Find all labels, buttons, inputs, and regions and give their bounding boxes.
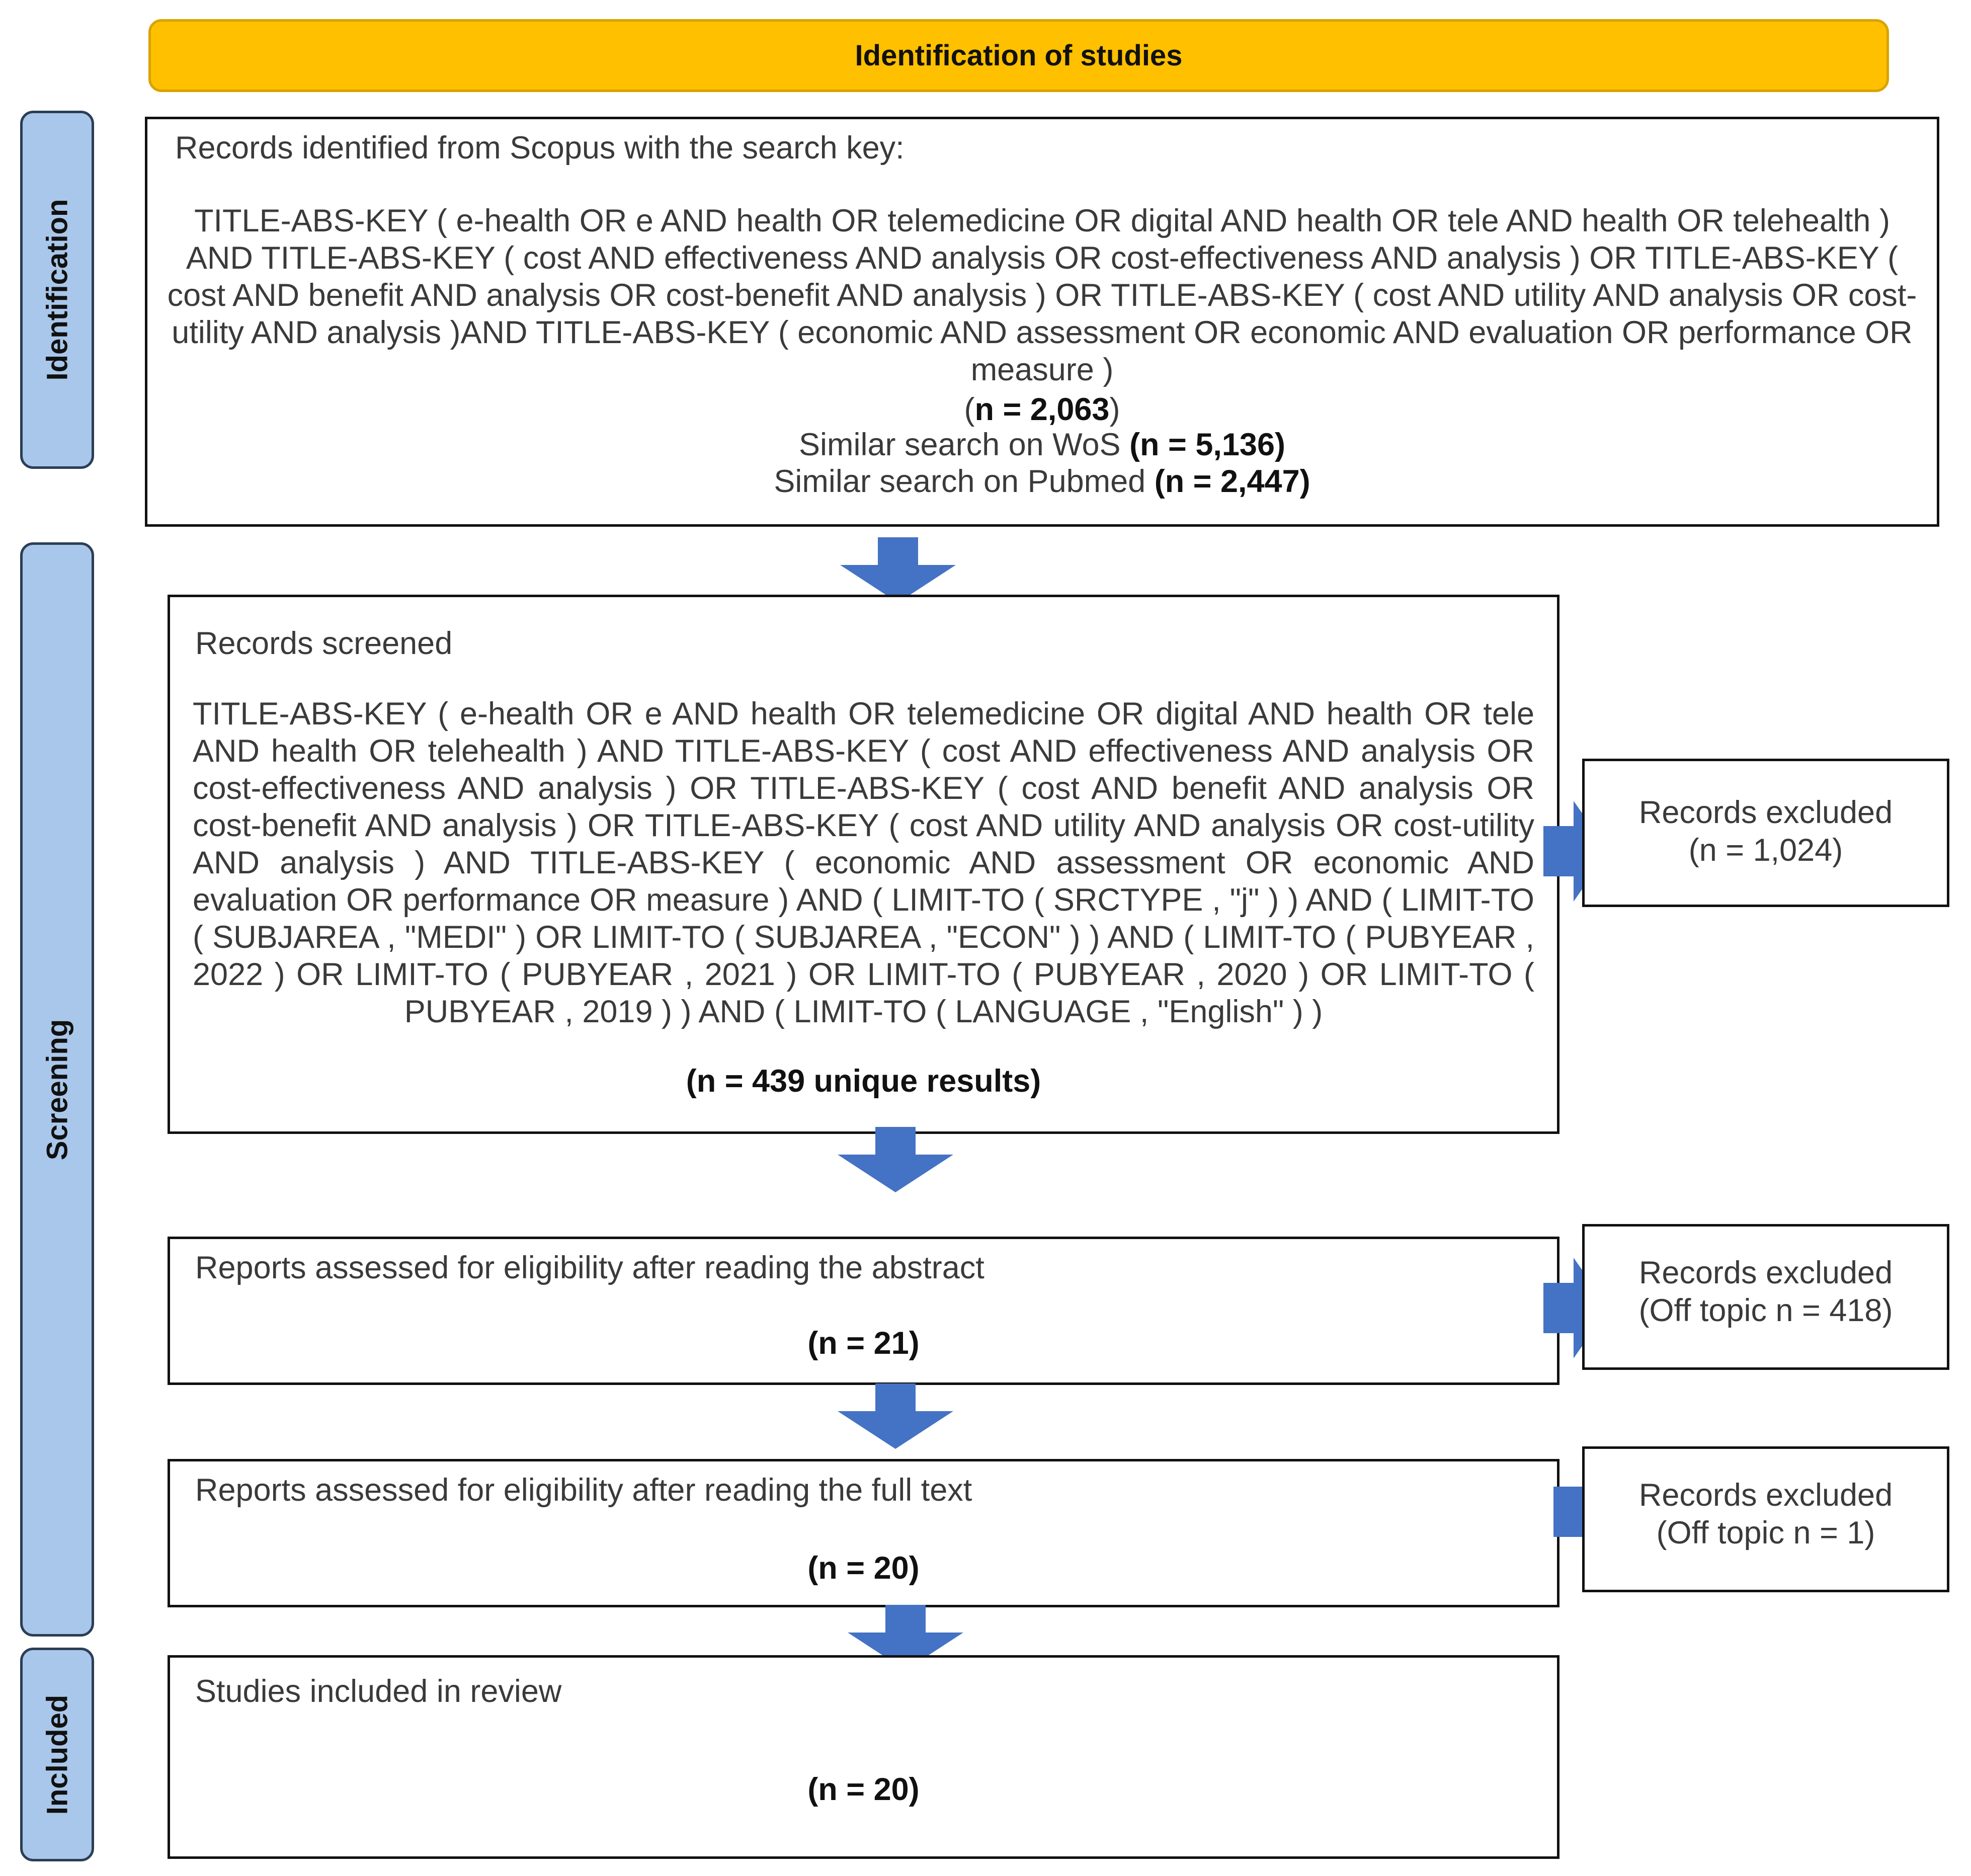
studies-included-box xyxy=(168,1655,1559,1859)
pubmed-count: (n = 2,447) xyxy=(1154,464,1310,499)
screened-count: (n = 439 unique results) xyxy=(686,1064,1041,1099)
excluded-1-count: (n = 1,024) xyxy=(1688,833,1843,868)
identification-query: TITLE-ABS-KEY ( e-health OR e AND health OR telemedicine OR digital AND health OR tele AND health OR telehealth ) AND TITLE-ABS-KEY ( cost AND effectiveness AND analysis OR cost-effectiveness AND analysis ) OR TITLE-ABS-KEY ( cost AND benefit AND analysis OR cost-benefit AND analysis ) OR TITLE-ABS-KEY ( cost AND utility AND analysis OR cost-utility AND analysis )AND TITLE-ABS-KEY ( economic AND assessment OR economic AND evaluation OR performance OR measure ) xyxy=(167,203,1917,387)
identification-heading: Records identified from Scopus with the search key: xyxy=(175,130,905,166)
down-arrow-3 xyxy=(838,1383,953,1449)
screened-heading: Records screened xyxy=(195,626,453,661)
sidebar-included xyxy=(20,1648,94,1861)
excluded-3-label: Records excluded xyxy=(1638,1478,1893,1513)
wos-label: Similar search on WoS xyxy=(799,427,1130,462)
down-arrow-1-shape xyxy=(840,537,956,603)
fulltext-count: (n = 20) xyxy=(807,1551,920,1586)
included-count: (n = 20) xyxy=(807,1772,920,1807)
fulltext-heading: Reports assessed for eligibility after reading the full text xyxy=(195,1473,972,1508)
records-excluded-box-3 xyxy=(1582,1446,1949,1592)
pubmed-line xyxy=(147,463,1937,500)
identification-header xyxy=(148,19,1889,92)
records-screened-box xyxy=(168,595,1559,1134)
scopus-count-line xyxy=(147,391,1937,428)
scopus-count: n = 2,063 xyxy=(974,392,1110,427)
screened-query: TITLE-ABS-KEY ( e-health OR e AND health OR telemedicine OR digital AND health OR tele AND health OR telehealth ) AND TITLE-ABS-KEY ( cost AND effectiveness AND analysis OR cost-effectiveness AND analysis ) OR TITLE-ABS-KEY ( cost AND benefit AND analysis OR cost-benefit AND analysis ) OR TITLE-ABS-KEY ( cost AND utility AND analysis OR cost-utility AND analysis ) AND TITLE-ABS-KEY ( economic AND assessment OR economic AND evaluation OR performance OR measure ) AND ( LIMIT-TO ( SRCTYPE , "j" ) ) AND ( LIMIT-TO ( SUBJAREA , "MEDI" ) OR LIMIT-TO ( SUBJAREA , "ECON" ) ) AND ( LIMIT-TO ( PUBYEAR , 2022 ) OR LIMIT-TO ( PUBYEAR , 2021 ) OR LIMIT-TO ( PUBYEAR , 2020 ) OR LIMIT-TO ( PUBYEAR , 2019 ) ) AND ( LIMIT-TO ( LANGUAGE , "English" ) ) xyxy=(193,696,1534,1029)
wos-line xyxy=(147,426,1937,463)
sidebar-identification xyxy=(20,111,94,469)
abstract-eligibility-box xyxy=(168,1237,1559,1385)
fulltext-eligibility-box xyxy=(168,1459,1559,1607)
pubmed-label: Similar search on Pubmed xyxy=(774,464,1155,499)
down-arrow-2 xyxy=(838,1127,953,1192)
sidebar-screening xyxy=(20,542,94,1637)
included-heading: Studies included in review xyxy=(195,1674,562,1709)
scopus-close-paren: ) xyxy=(1109,392,1120,427)
excluded-2-label: Records excluded xyxy=(1638,1255,1893,1290)
excluded-1-label: Records excluded xyxy=(1638,795,1893,830)
excluded-3-count: (Off topic n = 1) xyxy=(1656,1515,1875,1551)
sidebar-identification-label: Identification xyxy=(41,199,73,381)
down-arrow-3-shape xyxy=(838,1383,953,1449)
abstract-count: (n = 21) xyxy=(807,1326,920,1361)
down-arrow-1 xyxy=(840,537,956,603)
wos-count: (n = 5,136) xyxy=(1129,427,1285,462)
abstract-heading: Reports assessed for eligibility after reading the abstract xyxy=(195,1250,984,1285)
excluded-2-count: (Off topic n = 418) xyxy=(1638,1293,1893,1328)
identification-box xyxy=(145,117,1939,527)
sidebar-screening-label: Screening xyxy=(41,1019,73,1160)
down-arrow-2-shape xyxy=(838,1127,953,1192)
sidebar-included-label: Included xyxy=(41,1694,73,1815)
records-excluded-box-1 xyxy=(1582,759,1949,907)
header-title: Identification of studies xyxy=(855,39,1183,72)
scopus-open-paren: ( xyxy=(964,392,975,427)
records-excluded-box-2 xyxy=(1582,1224,1949,1370)
